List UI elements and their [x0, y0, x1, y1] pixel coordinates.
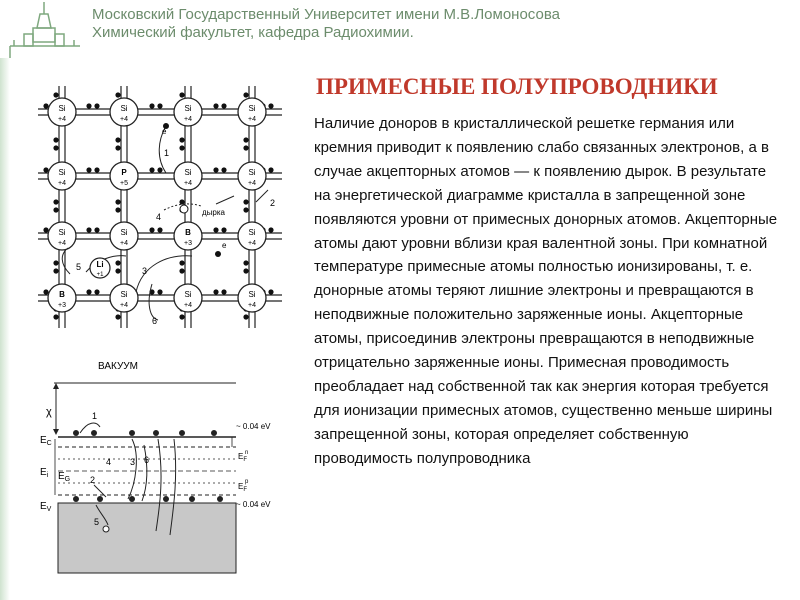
lattice-atom — [48, 284, 76, 312]
bond-electron — [53, 260, 58, 265]
bond-electron — [43, 167, 48, 172]
side-decoration — [0, 58, 10, 600]
bond-electron — [268, 227, 273, 232]
lattice-atom — [238, 222, 266, 250]
lattice-number: 4 — [156, 212, 162, 222]
atom-charge: +3 — [58, 302, 66, 309]
energy-band-diagram — [36, 355, 296, 580]
atom-symbol: Si — [248, 168, 256, 177]
lattice-number: 2 — [270, 198, 276, 208]
valence-band — [58, 503, 236, 573]
atom-symbol: Si — [248, 228, 256, 237]
bond-electron — [179, 314, 184, 319]
bond-electron — [115, 207, 120, 212]
atom-charge: +4 — [58, 116, 66, 123]
bond-electron — [115, 137, 120, 142]
bond-electron — [268, 167, 273, 172]
efp-label: $E_F$ — [238, 482, 248, 493]
atom-symbol: Si — [184, 168, 192, 177]
atom-charge: +3 — [184, 240, 192, 247]
atom-symbol: B — [185, 228, 191, 237]
li-symbol: Li — [96, 260, 104, 269]
bond-electron — [179, 260, 184, 265]
eg-label: $E_G$ — [58, 471, 71, 483]
bond-electron — [221, 227, 226, 232]
bond-electron — [53, 145, 58, 150]
atom-charge: +4 — [184, 180, 192, 187]
atom-symbol: Si — [58, 228, 66, 237]
lattice-number: 6 — [152, 316, 158, 326]
efp-sup: p — [245, 479, 249, 485]
atom-symbol: Si — [120, 228, 128, 237]
bond-electron — [94, 167, 99, 172]
bond-electron — [243, 314, 248, 319]
lattice-number: 3 — [142, 266, 148, 276]
bond-electron — [221, 103, 226, 108]
lattice-atom — [48, 98, 76, 126]
lattice-atom — [48, 222, 76, 250]
bond-electron — [268, 289, 273, 294]
lattice-atom — [110, 222, 138, 250]
bond-electron — [243, 207, 248, 212]
bond-electron — [53, 207, 58, 212]
bond-electron — [53, 92, 58, 97]
bond-electron — [179, 268, 184, 273]
atom-symbol: Si — [120, 290, 128, 299]
lattice-atom — [48, 162, 76, 190]
bond-electron — [149, 227, 154, 232]
bond-electron — [115, 199, 120, 204]
acceptor-energy-label: ~ 0.04 eV — [236, 500, 271, 509]
lattice-atom — [238, 98, 266, 126]
atom-charge: +4 — [248, 116, 256, 123]
bond-electron — [115, 92, 120, 97]
bond-electron — [243, 137, 248, 142]
ec-label: $E_C$ — [40, 435, 52, 447]
bond-electron — [115, 145, 120, 150]
lattice-atom — [110, 162, 138, 190]
atom-symbol: Si — [58, 168, 66, 177]
faculty-name: Химический факультет, кафедра Радиохимии. — [92, 24, 414, 41]
bond-electron — [157, 289, 162, 294]
band-number: 1 — [92, 411, 98, 421]
band-number: 6 — [144, 455, 150, 465]
bond-electron — [221, 167, 226, 172]
atom-symbol: P — [121, 168, 127, 177]
band-number: 5 — [94, 517, 100, 527]
atom-charge: +4 — [184, 116, 192, 123]
bond-electron — [213, 103, 218, 108]
bond-electron — [213, 167, 218, 172]
lattice-atom — [174, 162, 202, 190]
bond-electron — [268, 103, 273, 108]
band-number: 4 — [106, 457, 112, 467]
atom-symbol: Si — [248, 290, 256, 299]
atom-charge: +5 — [120, 180, 128, 187]
bond-electron — [43, 289, 48, 294]
bond-electron — [53, 268, 58, 273]
ev-label: $E_V$ — [40, 501, 52, 513]
bond-electron — [157, 103, 162, 108]
vacuum-label: ВАКУУМ — [98, 361, 138, 372]
slide-title: ПРИМЕСНЫЕ ПОЛУПРОВОДНИКИ — [316, 74, 718, 99]
atom-symbol: Si — [248, 104, 256, 113]
bond-electron — [94, 227, 99, 232]
efn-label: $E_F$ — [238, 452, 248, 463]
bond-electron — [221, 289, 226, 294]
atom-symbol: Si — [184, 290, 192, 299]
atom-charge: +4 — [120, 116, 128, 123]
bond-electron — [213, 289, 218, 294]
bond-electron — [53, 199, 58, 204]
hole-marker — [180, 205, 188, 213]
bond-electron — [53, 314, 58, 319]
lattice-atom — [174, 222, 202, 250]
atom-symbol: Si — [120, 104, 128, 113]
atom-charge: +4 — [248, 302, 256, 309]
lattice-svg — [16, 78, 306, 336]
li-atom — [90, 258, 110, 278]
header — [0, 0, 800, 58]
bond-electron — [53, 137, 58, 142]
bond-electron — [243, 199, 248, 204]
lattice-atom — [110, 284, 138, 312]
lattice-number: 1 — [164, 148, 170, 158]
bond-electron — [149, 103, 154, 108]
atom-charge: +4 — [120, 302, 128, 309]
bond-electron — [243, 92, 248, 97]
bond-electron — [243, 268, 248, 273]
bond-electron — [115, 314, 120, 319]
lattice-atom — [238, 162, 266, 190]
bond-electron — [86, 227, 91, 232]
bond-electron — [179, 92, 184, 97]
lattice-atom — [110, 98, 138, 126]
bond-electron — [157, 227, 162, 232]
atom-charge: +4 — [58, 240, 66, 247]
msu-logo — [0, 0, 88, 58]
bond-electron — [243, 145, 248, 150]
atom-charge: +4 — [184, 302, 192, 309]
free-electron — [215, 251, 221, 257]
chi-label: χ — [46, 406, 52, 418]
electron-label: e — [162, 127, 167, 136]
bond-electron — [179, 145, 184, 150]
ei-label: $E_i$ — [40, 467, 49, 479]
bond-electron — [43, 103, 48, 108]
lattice-atom — [238, 284, 266, 312]
lattice-atom — [174, 98, 202, 126]
atom-symbol: Si — [58, 104, 66, 113]
efn-sup: n — [245, 450, 249, 456]
atom-charge: +4 — [120, 240, 128, 247]
bond-electron — [213, 227, 218, 232]
lattice-number: 5 — [76, 262, 82, 272]
bond-electron — [179, 137, 184, 142]
bond-electron — [243, 260, 248, 265]
bond-electron — [86, 103, 91, 108]
atom-charge: +4 — [58, 180, 66, 187]
band-svg — [36, 355, 296, 580]
band-number: 3 — [130, 457, 136, 467]
atom-charge: +4 — [248, 180, 256, 187]
lattice-atom — [174, 284, 202, 312]
donor-energy-label: ~ 0.04 eV — [236, 422, 271, 431]
band-number: 2 — [90, 475, 96, 485]
bond-electron — [86, 289, 91, 294]
atom-charge: +4 — [248, 240, 256, 247]
atom-symbol: Si — [184, 104, 192, 113]
bond-electron — [115, 268, 120, 273]
atom-symbol: B — [59, 290, 65, 299]
crystal-lattice-diagram — [16, 78, 306, 336]
bond-electron — [94, 289, 99, 294]
university-name: Московский Государственный Университет имени М.В.Ломоносова — [92, 6, 560, 23]
li-charge: +1 — [96, 272, 104, 278]
electron-label: e — [222, 241, 227, 250]
slide-body-text: Наличие доноров в кристаллической решетке германия или кремния приводит к появлению слабо связанных электронов, а в случае акцепторных атомов — к появлению дырок. В результате на энергетической диаграмме кристалла в запрещенной зоне появляются уровни от примесных донорных атомов. Акцепторные атомы дают уровни вблизи края валентной зоны. При комнатной температуре примесные атомы полностью ионизированы, т. е. донорные атомы теряют лишние электроны и превращаются в неподвижные положительно заряженные ионы. Акцепторные атомы, присоединив электроны превращаются в неподвижные отрицательно заряженные ионы. Примесная проводимость преобладает над собственной так как энергия которая требуется для ионизации примесных атомов, существенно меньше ширины запрещенной зоны, которая определяет собственную проводимость полупроводника — [314, 115, 778, 467]
bond-electron — [94, 103, 99, 108]
bond-electron — [149, 167, 154, 172]
bond-electron — [157, 167, 162, 172]
bond-electron — [86, 167, 91, 172]
hole-label: дырка — [202, 208, 225, 217]
bond-electron — [43, 227, 48, 232]
bond-electron — [115, 260, 120, 265]
